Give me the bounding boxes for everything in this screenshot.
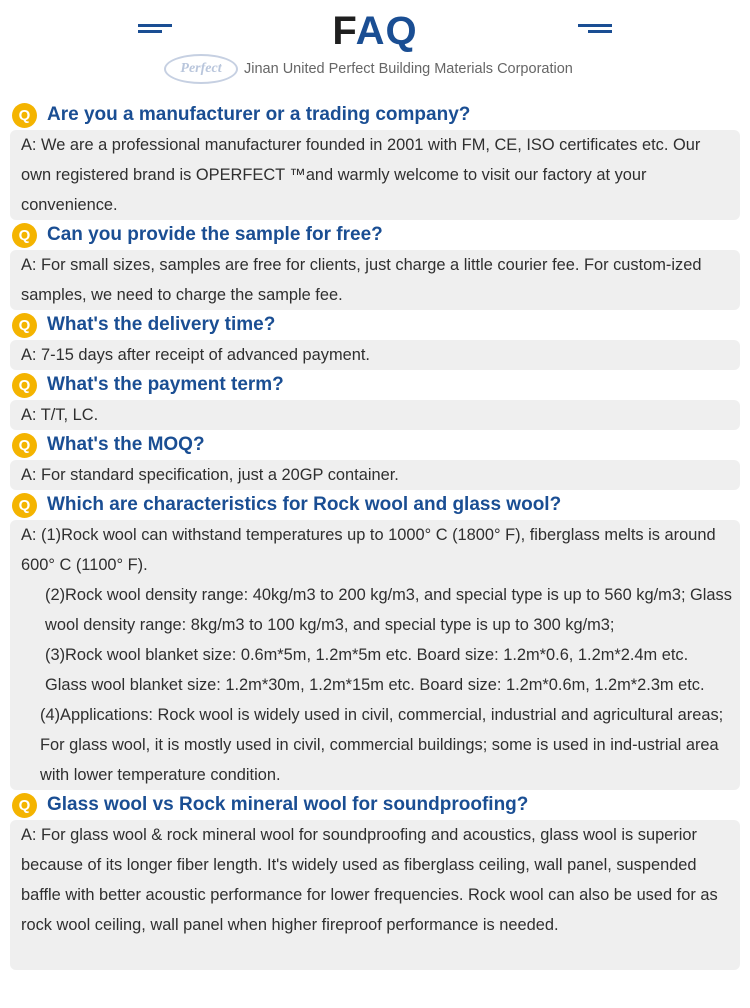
answer-text: A: T/T, LC. bbox=[21, 406, 99, 424]
faq-question bbox=[10, 370, 740, 400]
question-text: What's the payment term? bbox=[47, 374, 284, 395]
question-text: What's the delivery time? bbox=[47, 314, 276, 335]
faq-question bbox=[10, 220, 740, 250]
answer-text: A: For standard specification, just a 20GP container. bbox=[21, 466, 399, 484]
faq-question bbox=[10, 790, 740, 820]
faq-answer bbox=[10, 250, 740, 310]
question-text: Are you a manufacturer or a trading company? bbox=[47, 104, 471, 125]
faq-question bbox=[10, 100, 740, 130]
faq-question bbox=[10, 310, 740, 340]
question-q-icon: Q bbox=[12, 493, 37, 518]
faq-item bbox=[10, 310, 740, 370]
faq-item bbox=[10, 790, 740, 970]
faq-item bbox=[10, 490, 740, 790]
question-q-icon: Q bbox=[12, 793, 37, 818]
question-q-icon: Q bbox=[12, 373, 37, 398]
page-title: FAQ bbox=[332, 9, 418, 53]
company-logo: Perfect bbox=[164, 54, 238, 84]
faq-question bbox=[10, 430, 740, 460]
question-q-icon: Q bbox=[12, 433, 37, 458]
faq-item bbox=[10, 100, 740, 220]
question-q-icon: Q bbox=[12, 313, 37, 338]
question-text: What's the MOQ? bbox=[47, 434, 205, 455]
answer-text: (3)Rock wool blanket size: 0.6m*5m, 1.2m*5m etc. Board size: 1.2m*0.6, 1.2m*2.4m etc. Glass wool blanket size: 1.2m*30m, 1.2m*15m etc. Board size: 1.2m*0.6m, 1.2m*2.3m etc. bbox=[45, 646, 705, 694]
header bbox=[0, 0, 750, 96]
question-text: Can you provide the sample for free? bbox=[47, 224, 383, 245]
faq-answer bbox=[10, 820, 740, 970]
faq-answer bbox=[10, 340, 740, 370]
company-name: Jinan United Perfect Building Materials Corporation bbox=[244, 61, 573, 77]
faq-question bbox=[10, 490, 740, 520]
faq-answer bbox=[10, 400, 740, 430]
faq-answer bbox=[10, 130, 740, 220]
answer-text: A: 7-15 days after receipt of advanced payment. bbox=[21, 346, 370, 364]
answer-text: (4)Applications: Rock wool is widely used in civil, commercial, industrial and agricultural areas; For glass wool, it is mostly used in civil, commercial buildings; some is used in ind-ustrial area with lower temperature condition. bbox=[40, 706, 724, 784]
answer-text: A: For glass wool & rock mineral wool for soundproofing and acoustics, glass wool is superior because of its longer fiber length. It's widely used as fiberglass ceiling, wall panel, suspended baffle with better acoustic performance for lower frequencies. Rock wool can also be used for as rock wool ceiling, wall panel when higher fireproof performance is needed. bbox=[21, 826, 718, 934]
faq-item bbox=[10, 370, 740, 430]
answer-text: (2)Rock wool density range: 40kg/m3 to 200 kg/m3, and special type is up to 560 kg/m3; Glass wool density range: 8kg/m3 to 100 kg/m3, and special type is up to 300 kg/m3; bbox=[45, 586, 732, 634]
faq-answer bbox=[10, 460, 740, 490]
faq-item bbox=[10, 430, 740, 490]
answer-text: A: We are a professional manufacturer founded in 2001 with FM, CE, ISO certificates etc. Our own registered brand is OPERFECT ™and warmly welcome to visit our factory at your convenience. bbox=[21, 136, 701, 214]
title-decoration-right bbox=[578, 24, 612, 33]
brand bbox=[164, 54, 573, 84]
faq-answer bbox=[10, 520, 740, 790]
question-q-icon: Q bbox=[12, 223, 37, 248]
question-q-icon: Q bbox=[12, 103, 37, 128]
question-text: Glass wool vs Rock mineral wool for soundproofing? bbox=[47, 794, 529, 815]
answer-text: A: For small sizes, samples are free for clients, just charge a little courier fee. For custom-ized samples, we need to charge the sample fee. bbox=[21, 256, 702, 304]
faq-item bbox=[10, 220, 740, 310]
question-text: Which are characteristics for Rock wool and glass wool? bbox=[47, 494, 562, 515]
answer-text: A: (1)Rock wool can withstand temperatures up to 1000° C (1800° F), fiberglass melts is around 600° C (1100° F). bbox=[21, 526, 716, 574]
